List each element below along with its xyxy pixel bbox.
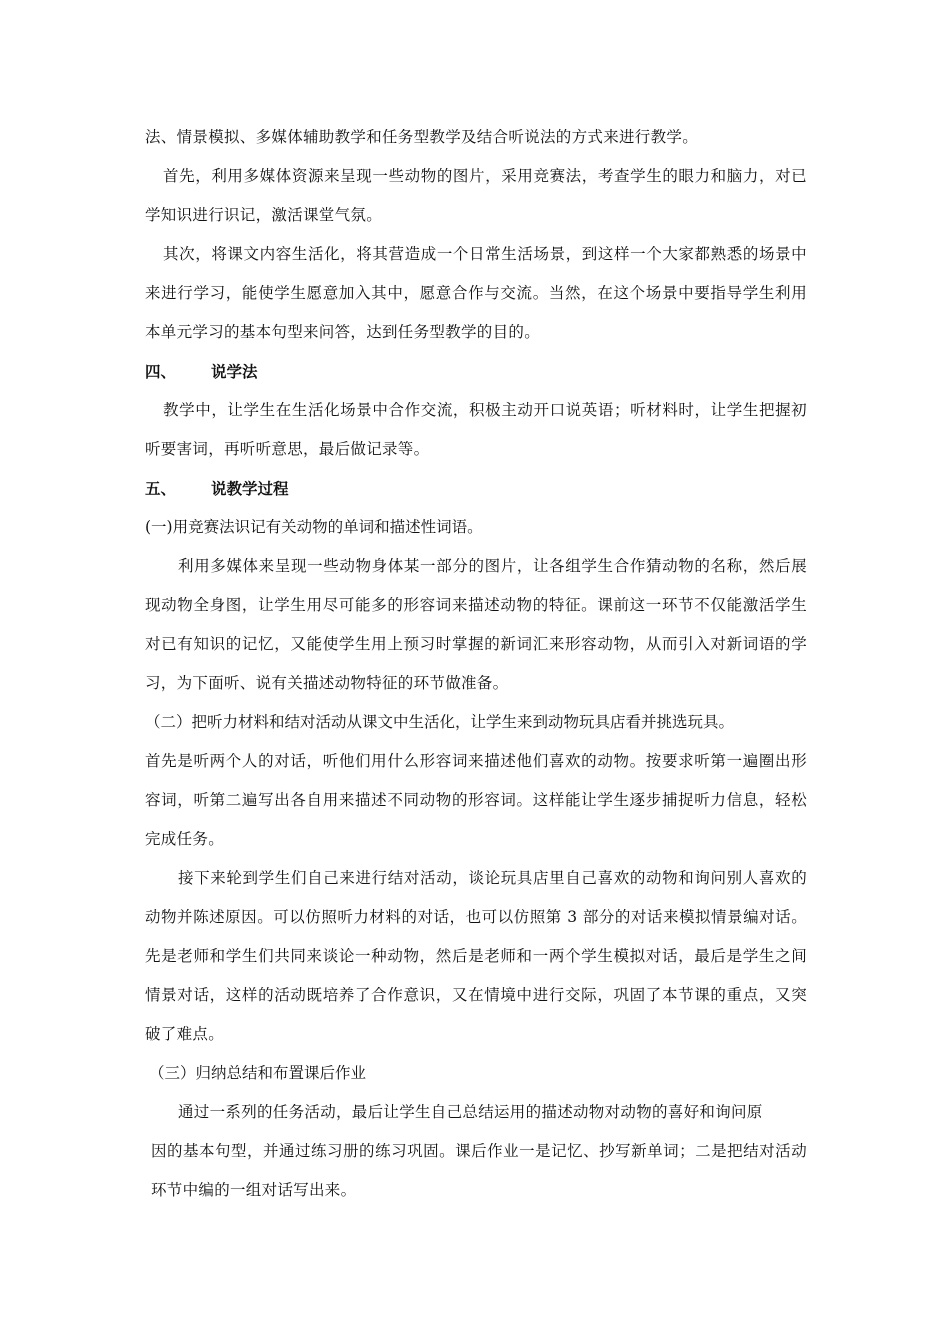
paragraph-second: 其次，将课文内容生活化，将其营造成一个日常生活场景，到这样一个大家都熟悉的场景中来进行学习，能使学生愿意加入其中，愿意合作与交流。当然，在这个场景中要指导学生利用本单元学习的基本句型来问答，达到任务型教学的目的。 bbox=[145, 245, 807, 341]
paragraph-listening: 首先是听两个人的对话，听他们用什么形容词来描述他们喜欢的动物。按要求听第一遍圈出形容词，听第二遍写出各自用来描述不同动物的形容词。这样能让学生逐步捕捉听力信息，轻松完成任务。 bbox=[145, 752, 807, 848]
subsection-3: （三）归纳总结和布置课后作业 bbox=[149, 1064, 367, 1082]
paragraph-competition: 利用多媒体来呈现一些动物身体某一部分的图片，让各组学生合作猜动物的名称，然后展现动物全身图，让学生用尽可能多的形容词来描述动物的特征。课前这一环节不仅能激活学生对已有知识的记忆，又能使学生用上预习时掌握的新词汇来形容动物，从而引入对新词语的学习，为下面听、说有关描述动物特征的环节做准备。 bbox=[145, 557, 807, 692]
section-heading-4 bbox=[145, 352, 807, 391]
paragraph-summary-rest-wrapper bbox=[145, 1132, 807, 1210]
paragraph-summary-rest: 因的基本句型，并通过练习册的练习巩固。课后作业一是记忆、抄写新单词；二是把结对活动环节中编的一组对话写出来。 bbox=[151, 1142, 807, 1199]
paragraph-summary-first-line: 通过一系列的任务活动，最后让学生自己总结运用的描述动物对动物的喜好和询问原 bbox=[178, 1103, 763, 1121]
subsection-2: （二）把听力材料和结对活动从课文中生活化，让学生来到动物玩具店看并挑选玩具。 bbox=[145, 713, 735, 731]
paragraph-first: 首先，利用多媒体资源来呈现一些动物的图片，采用竞赛法，考查学生的眼力和脑力，对已学知识进行识记，激活课堂气氛。 bbox=[145, 167, 807, 224]
subsection-1: (一)用竞赛法识记有关动物的单词和描述性词语。 bbox=[145, 518, 483, 536]
section-title-4: 说学法 bbox=[211, 362, 258, 381]
paragraph-pair-activity: 接下来轮到学生们自己来进行结对活动，谈论玩具店里自己喜欢的动物和询问别人喜欢的动物并陈述原因。可以仿照听力材料的对话，也可以仿照第 3 部分的对话来模拟情景编对话。先是老师和学生们共同来谈论一种动物，然后是老师和一两个学生模拟对话，最后是学生之间情景对话，这样的活动既培养了合作意识，又在情境中进行交际，巩固了本节课的重点，又突破了难点。 bbox=[145, 869, 807, 1043]
paragraph-learning-method: 教学中，让学生在生活化场景中合作交流，积极主动开口说英语；听材料时，让学生把握初听要害词，再听听意思，最后做记录等。 bbox=[145, 401, 807, 458]
section-number-5: 五、 bbox=[145, 479, 177, 498]
section-title-5: 说教学过程 bbox=[211, 479, 289, 498]
section-number-4: 四、 bbox=[145, 362, 177, 381]
paragraph-methods-continued: 法、情景模拟、多媒体辅助教学和任务型教学及结合听说法的方式来进行教学。 bbox=[145, 128, 699, 146]
section-heading-5 bbox=[145, 469, 807, 508]
document-body bbox=[145, 118, 807, 1210]
